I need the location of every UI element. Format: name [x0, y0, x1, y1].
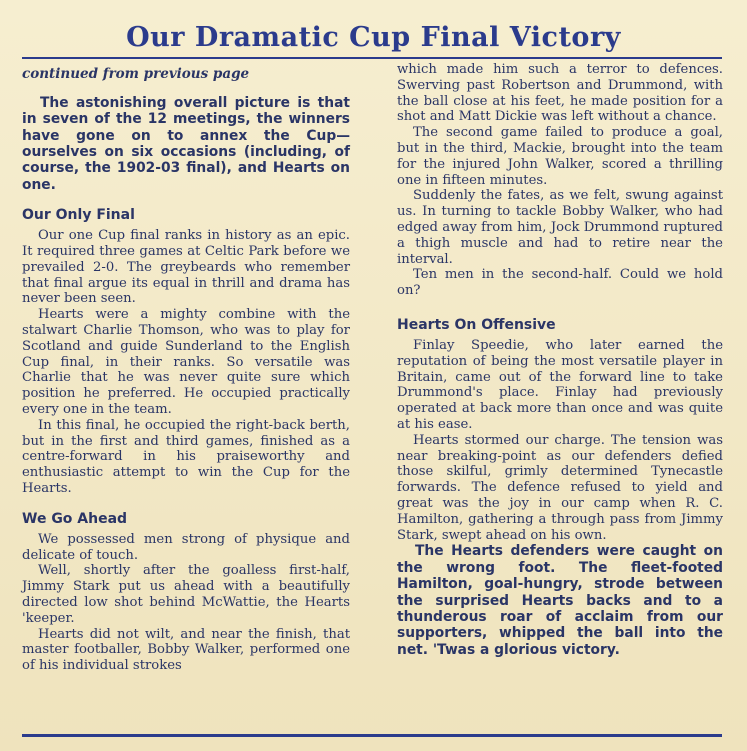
- paragraph: Our one Cup final ranks in history as an epic. It required three games at Celtic Park before we prevailed 2-0. The greybeards who remember that final argue its equal in thrill and drama has never been seen.: [22, 228, 350, 307]
- paragraph: Finlay Speedie, who later earned the reputation of being the most versatile player in Britain, came out of the forward line to take Drummond's place. Finlay had previously operated at back more than once and was quite at his ease.: [397, 337, 723, 432]
- paragraph: Suddenly the fates, as we felt, swung against us. In turning to tackle Bobby Walker, who had edged away from him, Jock Drummond ruptured a thigh muscle and had to retire near the interval.: [397, 188, 723, 267]
- paragraph: The second game failed to produce a goal, but in the third, Mackie, brought into the team for the injured John Walker, scored a thrilling one in fifteen minutes.: [397, 125, 723, 188]
- heading-we-go-ahead: We Go Ahead: [22, 510, 128, 527]
- paragraph: Hearts were a mighty combine with the stalwart Charlie Thomson, who was to play for Scotland and guide Sunderland to the English Cup final, in their ranks. So versatile was Charlie that he was never quite sure which position he preferred. He occupied practically every one in the team.: [22, 307, 350, 417]
- paragraph: Hearts did not wilt, and near the finish, that master footballer, Bobby Walker, performed one of his individual strokes: [22, 626, 350, 674]
- heading-hearts-on-offensive: Hearts On Offensive: [397, 316, 556, 333]
- continued-note: continued from previous page: [22, 66, 250, 82]
- closing-paragraph: The Hearts defenders were caught on the wrong foot. The fleet-footed Hamilton, goal-hungry, strode between the surprised Hearts backs and to a thunderous roar of acclaim from our supporters, whipped the ball into the net. 'Twas a glorious victory.: [397, 543, 723, 658]
- bottom-rule: [22, 734, 722, 737]
- right-column: [397, 62, 723, 658]
- paragraph: Ten men in the second-half. Could we hold on?: [397, 267, 723, 299]
- heading-our-only-final: Our Only Final: [22, 207, 135, 224]
- paragraph: In this final, he occupied the right-back berth, but in the first and third games, finished as a centre-forward in his praiseworthy and enthusiastic attempt to win the Cup for the Hearts.: [22, 417, 350, 496]
- title-rule: [22, 57, 722, 59]
- paragraph: which made him such a terror to defences. Swerving past Robertson and Drummond, with the ball close at his feet, he made position for a shot and Matt Dickie was left without a chance.: [397, 62, 723, 125]
- article-title: Our Dramatic Cup Final Victory: [126, 22, 621, 53]
- lead-paragraph: The astonishing overall picture is that in seven of the 12 meetings, the winners have gone on to annex the Cup—ourselves on six occasions (including, of course, the 1902-03 final), and Hearts on one.: [22, 94, 350, 193]
- paragraph: Well, shortly after the goalless first-half, Jimmy Stark put us ahead with a beautifully directed low shot behind McWattie, the Hearts 'keeper.: [22, 563, 350, 626]
- paragraph: We possessed men strong of physique and delicate of touch.: [22, 531, 350, 563]
- left-column: [22, 62, 350, 674]
- paragraph: Hearts stormed our charge. The tension was near breaking-point as our defenders defied those skilful, grimly determined Tynecastle forwards. The defence refused to yield and great was the joy in our camp when R. C. Hamilton, gathering a through pass from Jimmy Stark, swept ahead on his own.: [397, 432, 723, 543]
